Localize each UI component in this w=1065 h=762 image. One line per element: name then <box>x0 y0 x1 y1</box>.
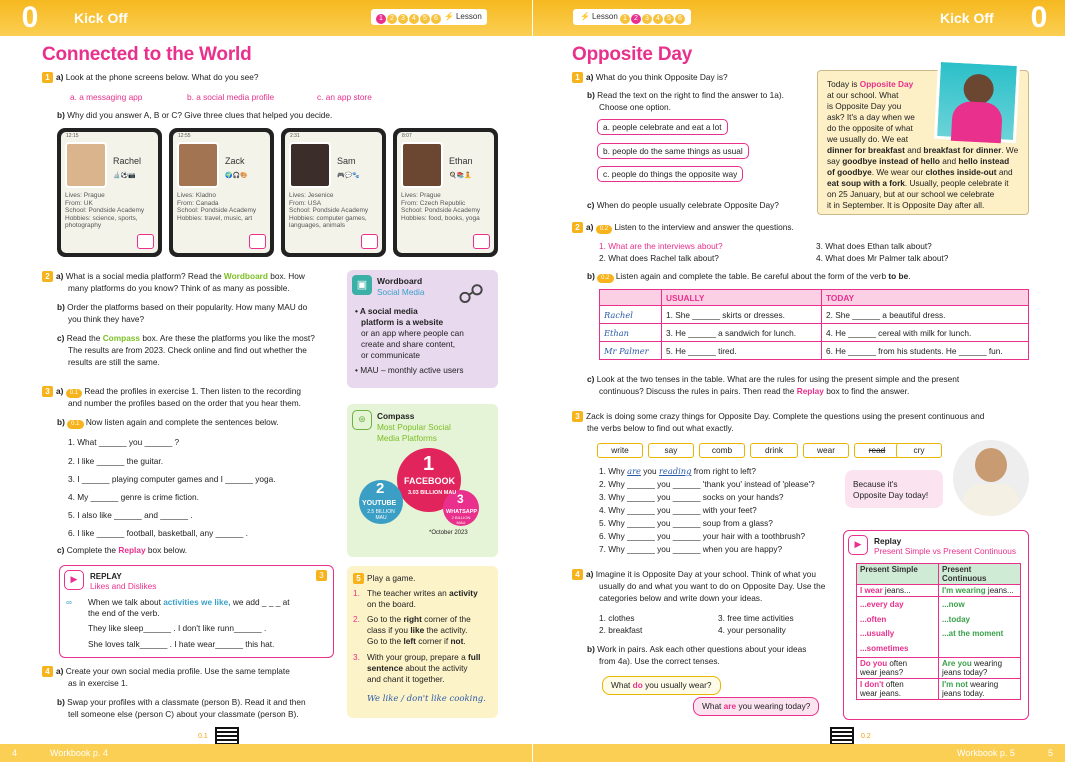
usually-today-table: USUALLY TODAY Rachel 1. She ______ skirts or dresses. 2. She ______ a beautiful dress. Ethan 3. He ______ a sandwich for lunch. 4. He ______ cereal with milk for lunch. Mr Palmer 5. He ______ tired. 6. He ______ from his students. He ______ fun. <box>599 289 1029 360</box>
avatar <box>401 142 443 188</box>
game-box: 5 Play a game. 1. The teacher writes an activity on the board. 2. Go to the right corner of the class if you like the activity. Go to the left corner if not. 3. With your group, prepare a full sentence about the activity and chant it together. We like / don't like cooking. <box>347 566 498 718</box>
ex1-opt-c: c. an app store <box>317 92 372 102</box>
profile-name: Zack <box>225 156 245 166</box>
lightning-icon: ⚡ <box>580 12 590 21</box>
exercise-badge: 3 <box>316 570 327 581</box>
header-bar <box>533 0 1065 36</box>
table-row: Do you often wear jeans? Are you wearing jeans today? <box>857 658 1021 679</box>
ex4-a-line3: categories below and write down your ideas. <box>599 593 763 603</box>
ex2-q4: 4. What does Mr Palmer talk about? <box>816 253 949 263</box>
speech-bubble-zack: Because it's Opposite Day today! <box>845 470 943 508</box>
table-row: Rachel 1. She ______ skirts or dresses. 2. She ______ a beautiful dress. <box>600 306 1029 324</box>
wordboard-icon: ▣ <box>352 275 372 295</box>
audio-icon: 0.2 <box>596 225 612 234</box>
page-number: 4 <box>12 748 18 758</box>
table-row: Ethan 3. He ______ a sandwich for lunch. 4. He ______ cereal with milk for lunch. <box>600 324 1029 342</box>
ex3-question: 4. Why ______ you ______ with your feet? <box>599 505 757 515</box>
speech-bubble-question-1: What do you usually wear? <box>602 676 721 695</box>
ex4-b: b) Work in pairs. Ask each other questions about your ideas <box>587 644 807 654</box>
ex3-item: 6. I like ______ football, basketball, any ______ . <box>68 528 248 538</box>
audio-icon: 0.1 <box>67 420 83 429</box>
qr-label: 0.2 <box>861 733 871 740</box>
ex3-question: 7. Why ______ you ______ when you are happy? <box>599 544 783 554</box>
answer-box[interactable] <box>473 234 490 249</box>
unit-number: 0 <box>1030 1 1048 34</box>
phone-profile-ethan: 8:07 Ethan 🍳📚🧘 Lives: Prague From: Czech Republic School: Pondside Academy Hobbies: food, books, yoga <box>393 128 498 257</box>
verb-chip: write <box>597 443 643 458</box>
ex2-c: c) Look at the two tenses in the table. What are the rules for using the present simple and the present <box>587 374 960 384</box>
ex1-b-line2: Choose one option. <box>599 102 671 112</box>
phone-profile-rachel: 12:15 Rachel 🔬⚽📷 Lives: Prague From: UK School: Pondside Academy Hobbies: science, sports, photography <box>57 128 162 257</box>
replay-icon: ▶ <box>848 535 868 555</box>
qr-label: 0.1 <box>198 733 208 740</box>
ex2-a-line2: many platforms do you know? Think of as many as possible. <box>68 283 290 293</box>
reading-text-box: Today is Opposite Day at our school. What is Opposite Day you ask? It's a day when we do the opposite of what we usually do. We eat dinner for breakfast and breakfast for dinner. We say goodbye instead of hello and hello instead of goodbye. We wear our clothes inside-out and eat soup with a fork. Usually, people celebrate it on 25 January, but at our school we celebrate it in September. It is Opposite Day after all. <box>817 70 1029 215</box>
ex3-question: 5. Why ______ you ______ soup from a glass? <box>599 518 773 528</box>
ex3-a: 3 a) 0.1 Read the profiles in exercise 1. Then listen to the recording <box>42 386 301 398</box>
avatar <box>177 142 219 188</box>
hobby-icons: 🎮💬🐾 <box>337 173 360 179</box>
header-bar <box>0 0 532 36</box>
answer-box[interactable] <box>361 234 378 249</box>
ex4-a: 4 a) Imagine it is Opposite Day at your school. Think of what you <box>572 569 816 580</box>
category-item: 3. free time activities <box>718 613 794 623</box>
verb-chip: comb <box>699 443 745 458</box>
ex1-b: b) Read the text on the right to find the answer to 1a). <box>587 90 784 100</box>
zack-photo <box>953 440 1029 516</box>
ex3-item: 3. I ______ playing computer games and I ______ yoga. <box>68 474 276 484</box>
hobby-icons: 🔬⚽📷 <box>113 173 136 179</box>
avatar <box>65 142 107 188</box>
compass-icon: ⊛ <box>352 410 372 430</box>
wordboard-box: ▣ Wordboard Social Media ☍ • A social media platform is a website or an app where people can create and share content, or communicate • MAU – monthly active users <box>347 270 498 388</box>
avatar <box>289 142 331 188</box>
ex3-question: 6. Why ______ you ______ your hair with a toothbrush? <box>599 531 806 541</box>
section-title: Kick Off <box>74 10 128 26</box>
ex2-q3: 3. What does Ethan talk about? <box>816 241 932 251</box>
footer-bar <box>533 744 1065 762</box>
page-number: 5 <box>1048 748 1054 758</box>
glasses-icon: ∞ <box>66 597 72 607</box>
verb-chip: drink <box>750 443 798 458</box>
ex2-c-line2: continuous? Discuss the rules in pairs. Then read the Replay box to find the answer. <box>599 386 910 396</box>
section-title: Kick Off <box>940 10 994 26</box>
hobby-icons: 🌍🎧🎨 <box>225 173 248 179</box>
ex1-a: 1 a) Look at the phone screens below. What do you see? <box>42 72 259 83</box>
replay-box-likes: ▶ REPLAY Likes and Dislikes 3 ∞ When we talk about activities we like, we add _ _ _ at the end of the verb. They like sleep______ . I don't like runn______ . She loves talk______ . I hate wear______ this hat. <box>59 565 334 658</box>
answer-box[interactable] <box>137 234 154 249</box>
verb-chip: read <box>854 443 900 458</box>
replay-box-tenses: ▶ Replay Present Simple vs Present Continuous <box>843 530 1029 720</box>
ex1-opt-a: a. a messaging app <box>70 92 143 102</box>
lesson-indicator: 1 2 3 4 5 6 ⚡ Lesson <box>371 9 487 25</box>
phone-profile-zack: 12:55 Zack 🌍🎧🎨 Lives: Kladno From: Canada School: Pondside Academy Hobbies: travel, music, art <box>169 128 274 257</box>
audio-icon: 0.2 <box>597 274 613 283</box>
girl-photo <box>934 59 1020 143</box>
answer-box[interactable] <box>249 234 266 249</box>
profile-name: Ethan <box>449 156 473 166</box>
left-page <box>0 0 532 762</box>
ex1-b: b) Why did you answer A, B or C? Give three clues that helped you decide. <box>57 110 333 120</box>
ex3-intro: 3 Zack is doing some crazy things for Opposite Day. Complete the questions using the present continuous and <box>572 411 984 422</box>
phone-profile-sam: 2:31 Sam 🎮💬🐾 Lives: Jesenice From: USA School: Pondside Academy Hobbies: computer games, languages, animals <box>281 128 386 257</box>
replay-icon: ▶ <box>64 570 84 590</box>
verb-chip: say <box>648 443 694 458</box>
verb-chip: cry <box>896 443 942 458</box>
ex4-b-line2: tell someone else (person C) about your classmate (person B). <box>68 709 299 719</box>
ex4-a-line2: usually do and what you want to do on Opposite Day. Use the <box>599 581 826 591</box>
ex3-question: 3. Why ______ you ______ socks on your hands? <box>599 492 784 502</box>
ex2-q1: 1. What are the interviews about? <box>599 241 723 251</box>
ex3-intro-line2: the verbs below to find out what exactly. <box>587 423 734 433</box>
unit-number: 0 <box>21 1 39 34</box>
category-item: 2. breakfast <box>599 625 643 635</box>
ex2-b: b) 0.2 Listen again and complete the table. Be careful about the form of the verb to be. <box>587 271 911 281</box>
table-row: I wear jeans... I'm wearing jeans... <box>857 585 1021 597</box>
ex4-a: 4 a) Create your own social media profile. Use the same template <box>42 666 290 677</box>
ex1-c: c) When do people usually celebrate Opposite Day? <box>587 200 779 210</box>
ex2-c: c) Read the Compass box. Are these the platforms you like the most? <box>57 333 315 343</box>
social-share-icon: ☍ <box>457 279 485 309</box>
handwritten-example: We like / don't like cooking. <box>367 694 486 704</box>
ex4-a-line2: as in exercise 1. <box>68 678 128 688</box>
ex2-c-line3: results are still the same. <box>68 357 160 367</box>
footer-bar <box>0 744 532 762</box>
ex1-option-b[interactable]: b. people do the same things as usual <box>597 143 749 159</box>
ex4-b: b) Swap your profiles with a classmate (person B). Read it and then <box>57 697 306 707</box>
ex1-option-c[interactable]: c. people do things the opposite way <box>597 166 743 182</box>
ex2-b-line2: you think they have? <box>68 314 145 324</box>
ex2-c-line2: The results are from 2023. Check online and find out whether the <box>68 345 307 355</box>
ex3-q1: 1. Why are you reading from right to left? <box>599 466 756 476</box>
ex3-c: c) Complete the Replay box below. <box>57 545 188 555</box>
ex2-b: b) Order the platforms based on their popularity. How many MAU do <box>57 302 308 312</box>
ex3-b: b) 0.1 Now listen again and complete the sentences below. <box>57 417 279 427</box>
audio-icon: 0.1 <box>66 389 82 398</box>
category-item: 1. clothes <box>599 613 635 623</box>
ex3-item: 1. What ______ you ______ ? <box>68 437 180 447</box>
ex3-item: 4. My ______ genre is crime fiction. <box>68 492 199 502</box>
speech-bubble-question-2: What are you wearing today? <box>693 697 819 716</box>
ex2-a: 2 a) 0.2 Listen to the interview and answer the questions. <box>572 222 794 234</box>
ex2-a: 2 a) What is a social media platform? Read the Wordboard box. How <box>42 271 305 282</box>
ex3-item: 2. I like ______ the guitar. <box>68 456 164 466</box>
ex2-q2: 2. What does Rachel talk about? <box>599 253 719 263</box>
ex3-a-line2: and number the profiles based on the order that you hear them. <box>68 398 301 408</box>
workbook-ref: Workbook p. 4 <box>50 748 108 758</box>
workbook-ref: Workbook p. 5 <box>957 748 1015 758</box>
compass-box: ⊛ Compass Most Popular Social Media Platforms 1 FACEBOOK 3.03 BILLION MAU 2 YOUTUBE 2.5 BILLION MAU 3 WHATSAPP 2 BILLION MAU *October 2023 <box>347 404 498 557</box>
ex1-option-a[interactable]: a. people celebrate and eat a lot <box>597 119 728 135</box>
page-title: Opposite Day <box>572 44 693 65</box>
right-page <box>533 0 1065 762</box>
lesson-indicator: ⚡ Lesson 1 2 3 4 5 6 <box>573 9 691 25</box>
profile-name: Rachel <box>113 156 142 166</box>
ex3-question: 2. Why ______ you ______ 'thank you' instead of 'please'? <box>599 479 815 489</box>
table-row: I don't often wear jeans. I'm not wearing jeans today. <box>857 679 1021 700</box>
category-item: 4. your personality <box>718 625 786 635</box>
hobby-icons: 🍳📚🧘 <box>449 173 472 179</box>
lightning-icon: ⚡ <box>444 12 454 21</box>
ex4-b-line2: from 4a). Use the correct tenses. <box>599 656 720 666</box>
verb-chip: wear <box>803 443 849 458</box>
ex1-a: 1 a) What do you think Opposite Day is? <box>572 72 728 83</box>
table-row: Mr Palmer 5. He ______ tired. 6. He ______ from his students. He ______ fun. <box>600 342 1029 360</box>
tense-table: Present Simple Present Continuous I wear jeans... I'm wearing jeans... ...every day ...often ...usually ...sometimes ...now ...today ...at the moment Do you often wear jeans? Are you wearing jeans today? I don't often wear jeans. I'm not wearing jeans today. <box>856 563 1021 700</box>
page-title: Connected to the World <box>42 44 252 65</box>
ex1-opt-b: b. a social media profile <box>187 92 275 102</box>
ex3-item: 5. I also like ______ and ______ . <box>68 510 193 520</box>
table-row: ...every day ...often ...usually ...sometimes ...now ...today ...at the moment <box>857 597 1021 658</box>
profile-name: Sam <box>337 156 356 166</box>
